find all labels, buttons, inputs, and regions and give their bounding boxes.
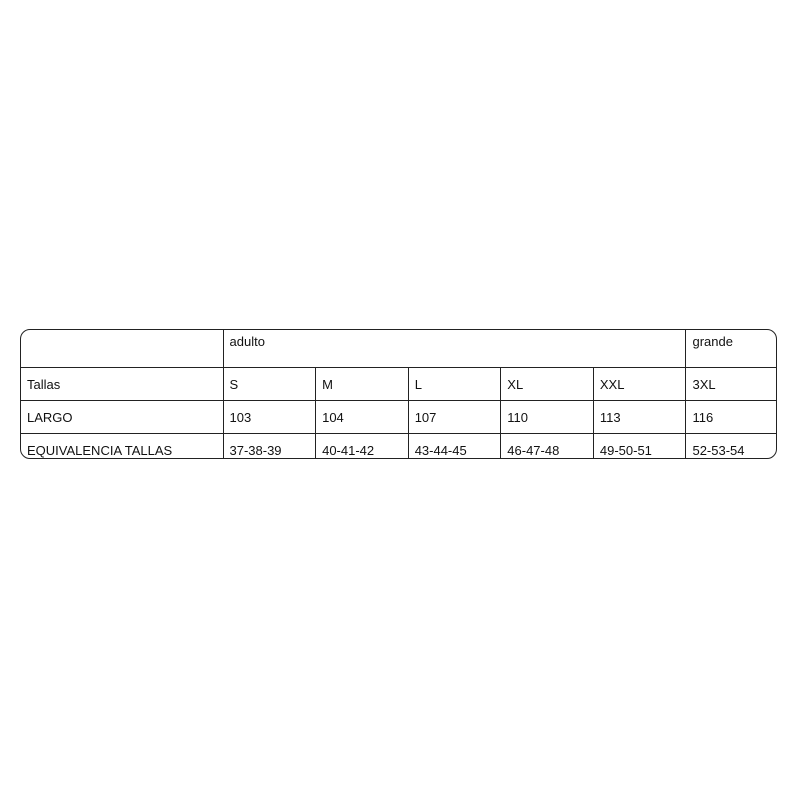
table-cell: 46-47-48 [501, 434, 594, 460]
table-header-row [21, 330, 776, 368]
table-cell: 103 [223, 401, 316, 434]
table-cell: M [316, 368, 409, 401]
table-row [21, 401, 776, 434]
table-cell: 52-53-54 [686, 434, 776, 460]
group-header-grande: grande [686, 330, 776, 368]
table-cell: 49-50-51 [593, 434, 686, 460]
header-corner-cell [21, 330, 223, 368]
table-row [21, 368, 776, 401]
size-chart [20, 329, 777, 459]
table-cell: XXL [593, 368, 686, 401]
table-cell: 43-44-45 [408, 434, 501, 460]
group-header-adulto: adulto [223, 330, 686, 368]
table-cell: 110 [501, 401, 594, 434]
table-cell: S [223, 368, 316, 401]
table-cell: 104 [316, 401, 409, 434]
table-cell: 37-38-39 [223, 434, 316, 460]
table-row [21, 434, 776, 460]
row-label: Tallas [21, 368, 223, 401]
table-cell: 107 [408, 401, 501, 434]
table-cell: 116 [686, 401, 776, 434]
table-cell: XL [501, 368, 594, 401]
table-cell: 3XL [686, 368, 776, 401]
table-cell: 40-41-42 [316, 434, 409, 460]
row-label: EQUIVALENCIA TALLAS [21, 434, 223, 460]
table-cell: 113 [593, 401, 686, 434]
row-label: LARGO [21, 401, 223, 434]
table-cell: L [408, 368, 501, 401]
size-chart-table [21, 330, 776, 459]
